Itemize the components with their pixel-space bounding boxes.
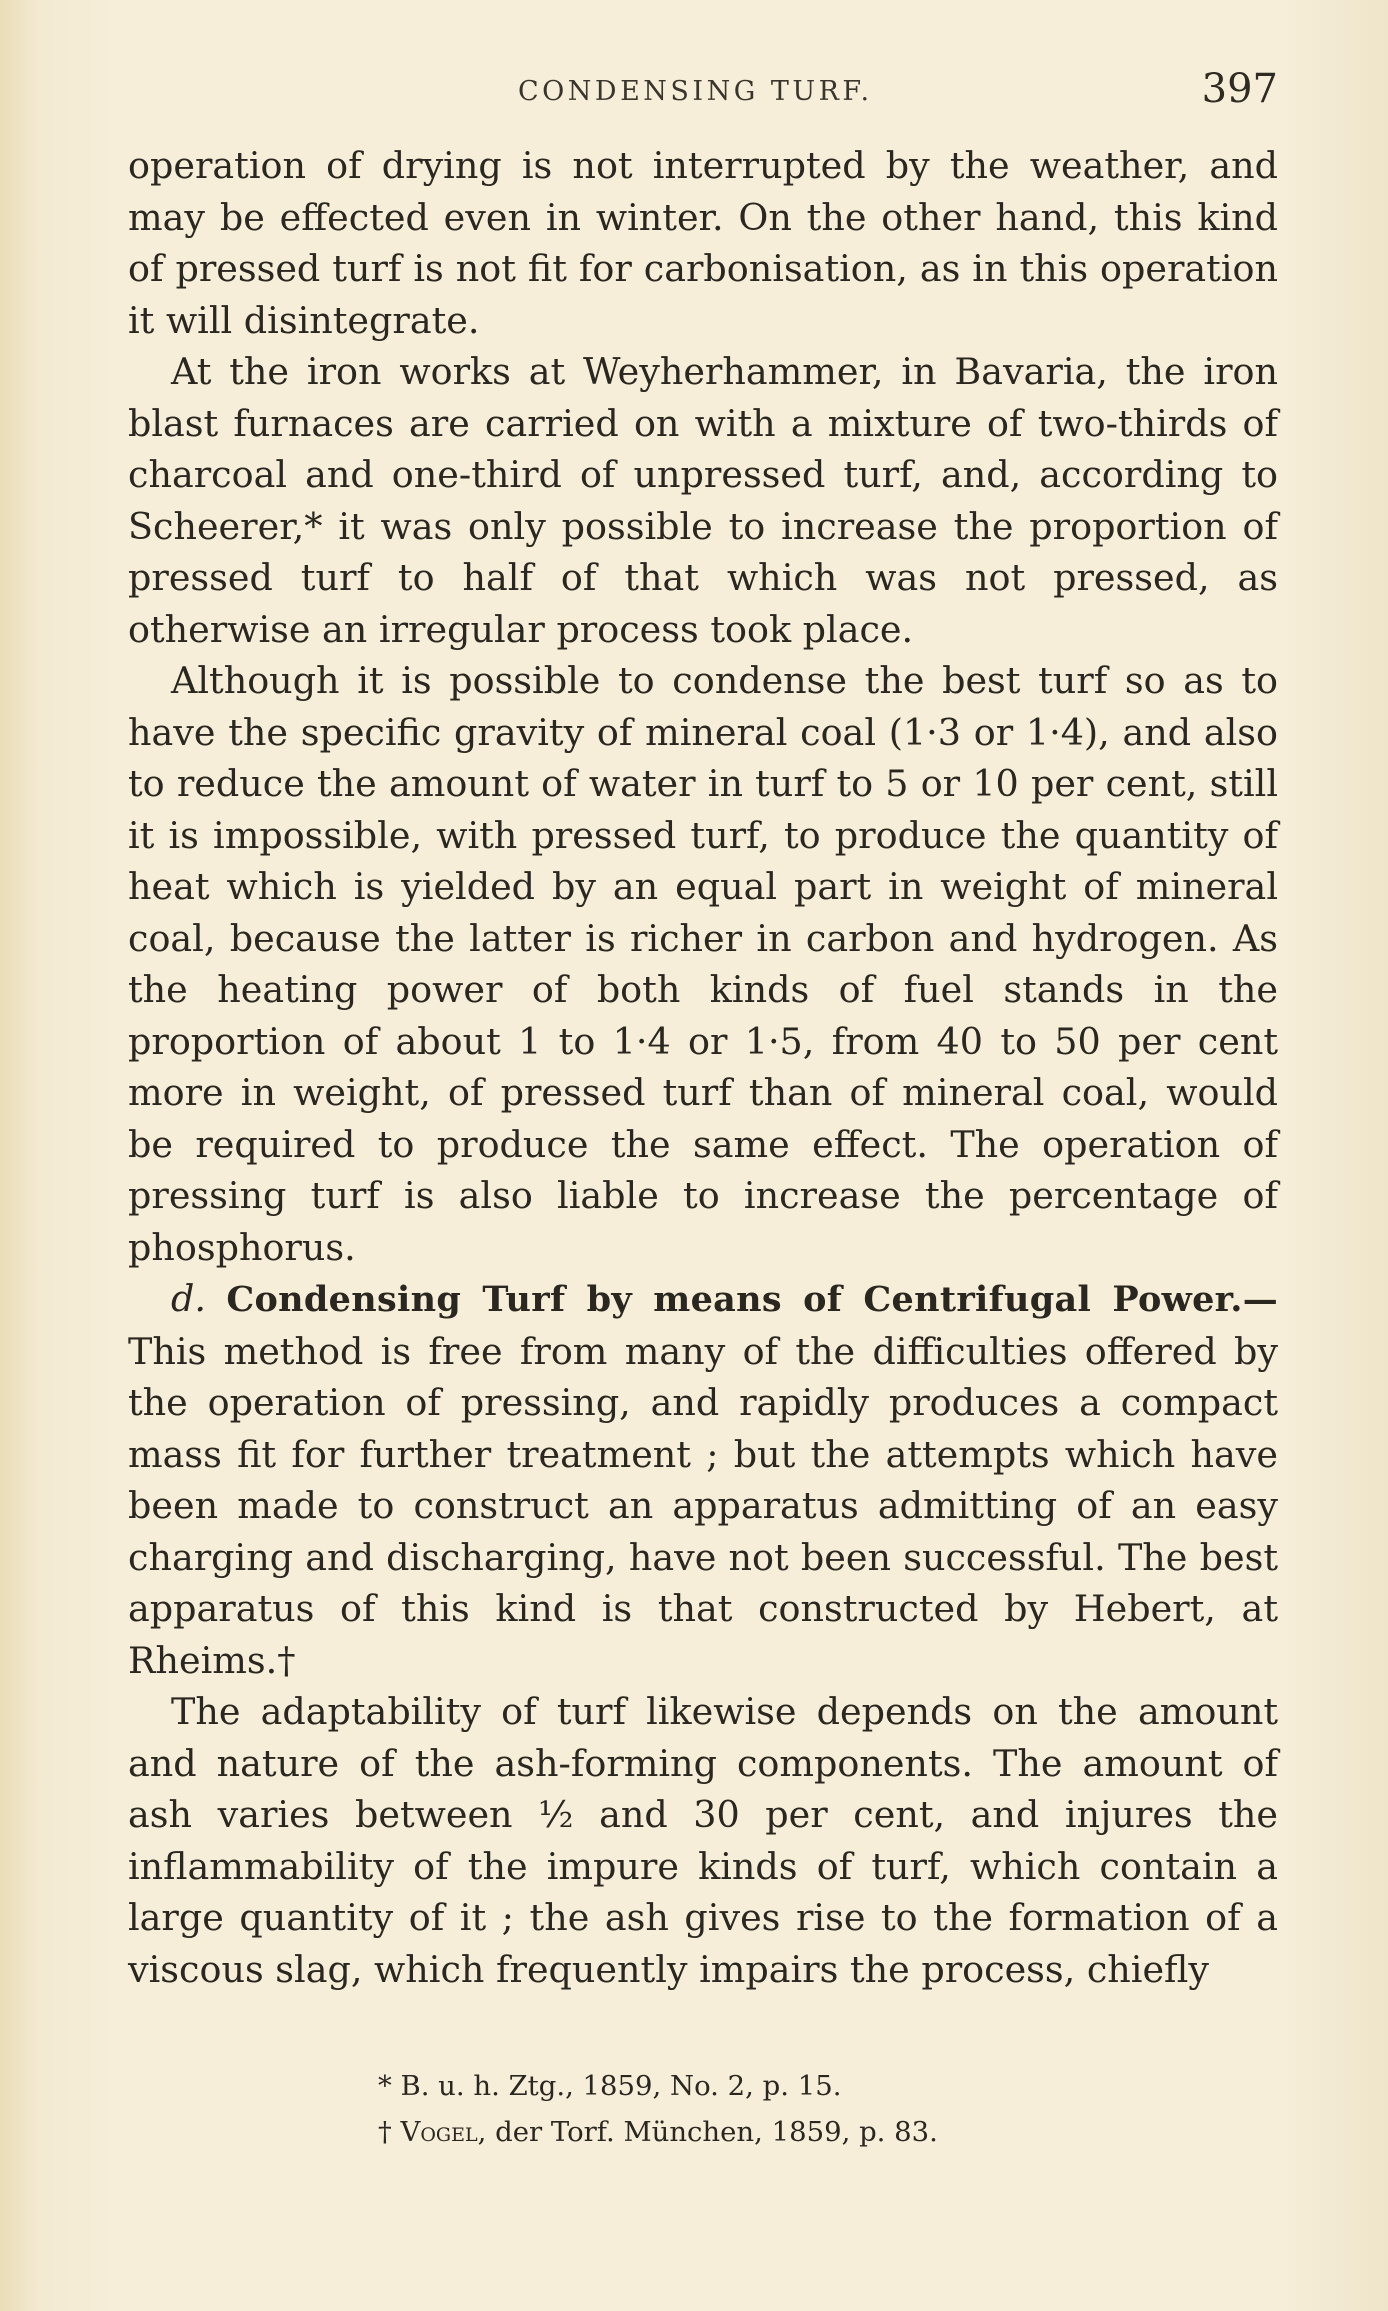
paragraph-centrifugal <box>128 1273 1278 1686</box>
footnotes <box>128 2063 1278 2155</box>
body-text <box>128 140 1278 1995</box>
footnote-2 <box>128 2109 1278 2155</box>
book-page <box>128 58 1278 2148</box>
page-number: 397 <box>1201 66 1278 112</box>
footnote-1: * B. u. h. Ztg., 1859, No. 2, p. 15. <box>378 2070 842 2102</box>
paragraph-drying: operation of drying is not interrupted by the weather, and may be effected even in winter. On the other hand, this kind of pressed turf is not fit for carbonisation, as in this operation it will disintegrate. <box>128 144 1278 342</box>
section-letter: d. <box>171 1277 206 1320</box>
running-head <box>128 58 1278 118</box>
paragraph-ash: The adaptability of turf likewise depends on the amount and nature of the ash-forming components. The amount of ash varies between ½ and 30 per cent, and injures the inflammability of the impure kinds of turf, which contain a large quantity of it ; the ash gives rise to the formation of a viscous slag, which frequently impairs the process, chiefly <box>128 1690 1278 1991</box>
footnote-2-mark: † <box>378 2116 392 2148</box>
footnote-2-rest: der Torf. München, 1859, p. 83. <box>495 2116 938 2148</box>
running-title: CONDENSING TURF. <box>518 76 873 107</box>
section-heading: Condensing Turf by means of Centrifugal Power.— <box>226 1279 1278 1320</box>
paragraph-specific-gravity: Although it is possible to condense the best turf so as to have the specific gravity of mineral coal (1·3 or 1·4), and also to reduce the amount of water in turf to 5 or 10 per cent, still it is impossible, with pressed turf, to produce the quantity of heat which is yielded by an equal part in weight of mineral coal, because the latter is richer in carbon and hydrogen. As the heating power of both kinds of fuel stands in the proportion of about 1 to 1·4 or 1·5, from 40 to 50 per cent more in weight, of pressed turf than of mineral coal, would be required to produce the same effect. The operation of pressing turf is also liable to increase the percentage of phosphorus. <box>128 659 1278 1269</box>
paragraph-centrifugal-text: This method is free from many of the difficulties offered by the operation of pressing, and rapidly produces a compact mass fit for further treatment ; but the attempts which have been made to construct an apparatus admitting of an easy charging and discharging, have not been successful. The best apparatus of this kind is that constructed by Hebert, at Rheims.† <box>128 1329 1278 1682</box>
footnote-2-author: Vogel, <box>400 2116 487 2148</box>
paragraph-weyherhammer: At the iron works at Weyherhammer, in Bavaria, the iron blast furnaces are carried on with a mixture of two-thirds of charcoal and one-third of unpressed turf, and, according to Scheerer,* it was only possible to increase the proportion of pressed turf to half of that which was not pressed, as otherwise an irregular process took place. <box>128 350 1278 651</box>
